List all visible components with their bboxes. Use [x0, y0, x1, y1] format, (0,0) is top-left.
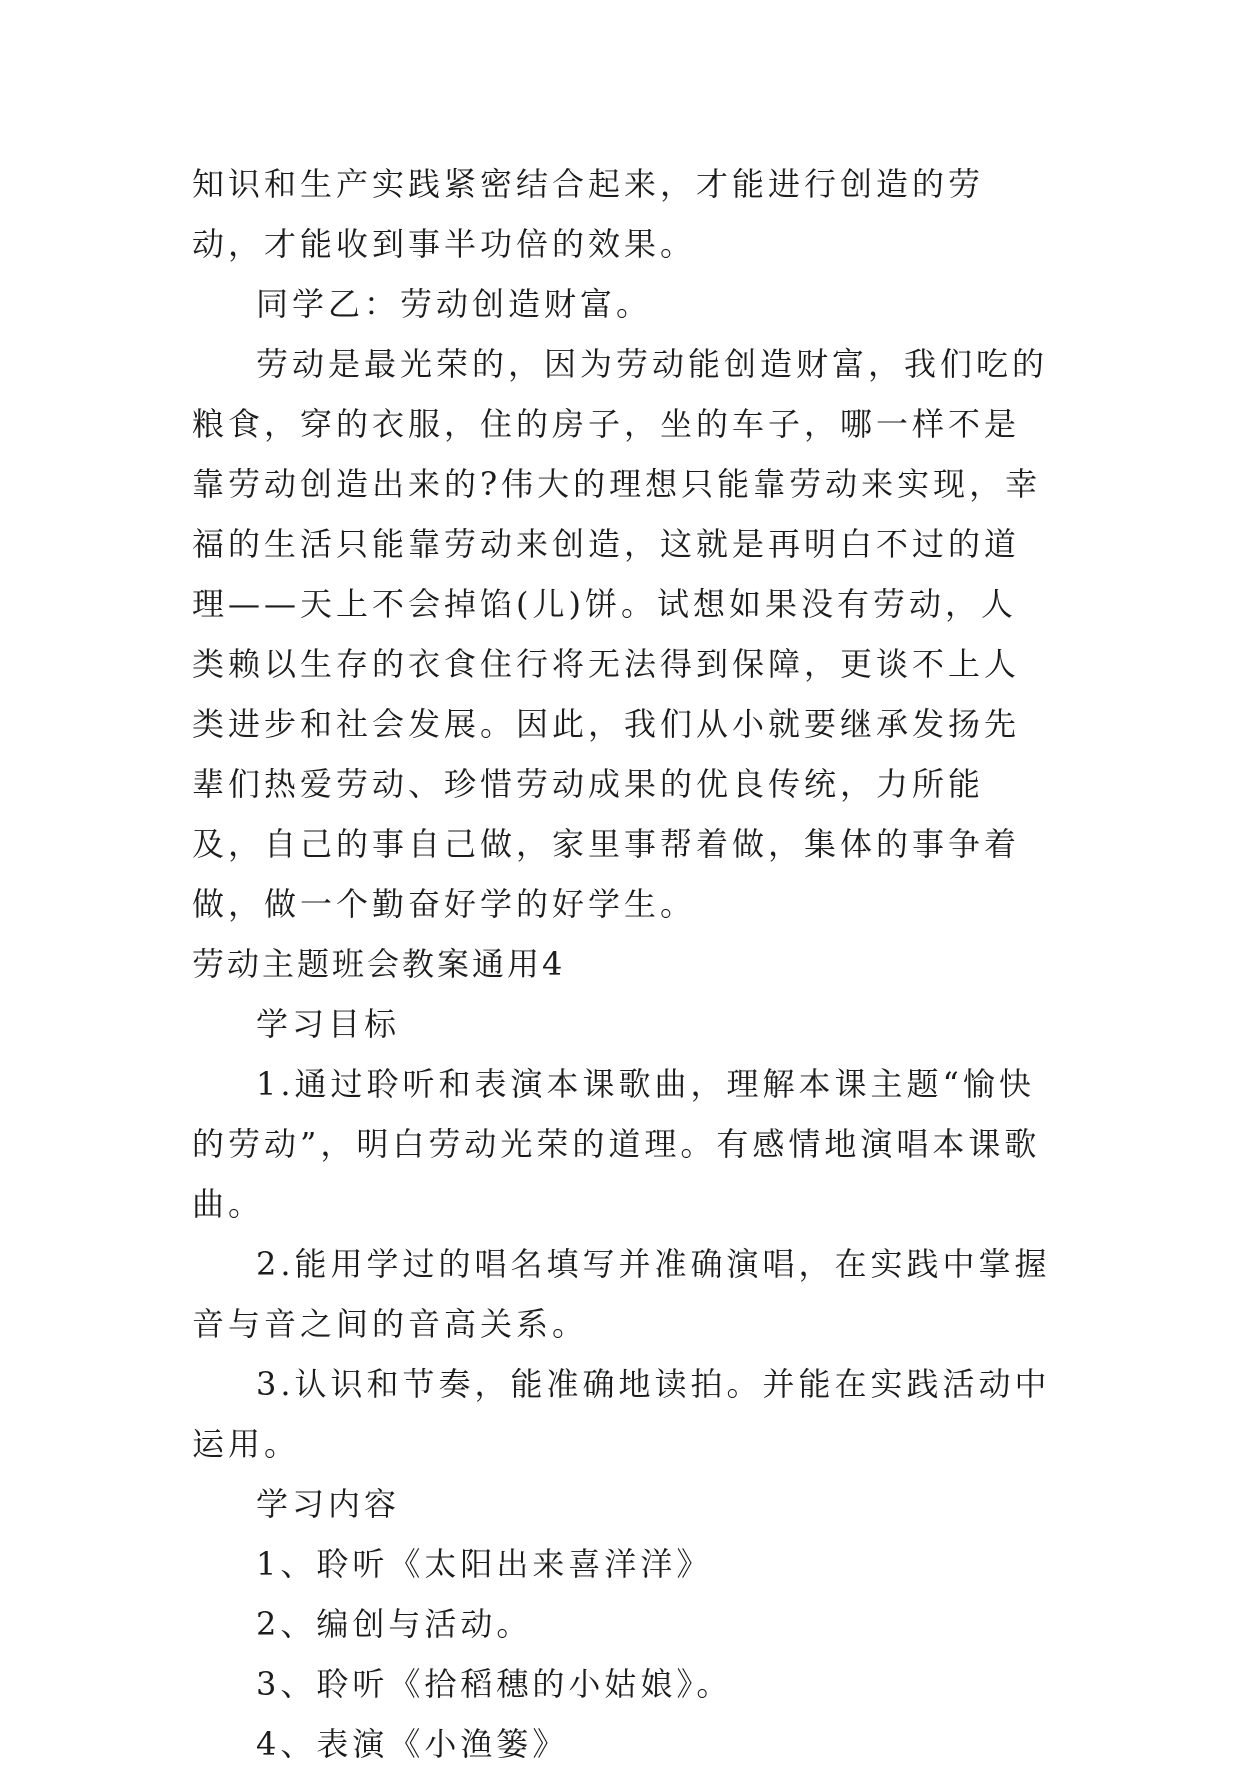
section-heading: 劳动主题班会教案通用4 — [192, 945, 566, 983]
subheading-learning-goals: 学习目标 — [256, 1005, 401, 1043]
paragraph-speaker-b: 同学乙：劳动创造财富。 — [256, 285, 653, 323]
subheading-learning-content: 学习内容 — [256, 1485, 401, 1523]
goal-item-2: 2.能用学过的唱名填写并准确演唱，在实践中掌握音与音之间的音高关系。 — [192, 1245, 1051, 1343]
paragraph-labor-wealth: 劳动是最光荣的，因为劳动能创造财富，我们吃的粮食，穿的衣服，住的房子，坐的车子，哪一样不是靠劳动创造出来的?伟大的理想只能靠劳动来实现，幸福的生活只能靠劳动来创造，这就是再明白不过的道理——天上不会掉馅(儿)饼。试想如果没有劳动，人类赖以生存的衣食住行将无法得到保障，更谈不上人类进步和社会发展。因此，我们从小就要继承发扬先辈们热爱劳动、珍惜劳动成果的优良传统，力所能及，自己的事自己做，家里事帮着做，集体的事争着做，做一个勤奋好学的好学生。 — [192, 345, 1049, 923]
content-item-4: 4、表演《小渔篓》 — [256, 1725, 569, 1763]
goal-item-1: 1.通过聆听和表演本课歌曲，理解本课主题“愉快的劳动”，明白劳动光荣的道理。有感情地演唱本课歌曲。 — [192, 1065, 1041, 1223]
content-item-1: 1、聆听《太阳出来喜洋洋》 — [256, 1545, 713, 1583]
goal-item-3: 3.认识和节奏，能准确地读拍。并能在实践活动中运用。 — [192, 1365, 1051, 1463]
document-body — [192, 154, 1052, 1774]
content-item-3: 3、聆听《拾稻穗的小姑娘》。 — [256, 1665, 733, 1703]
content-item-2: 2、编创与活动。 — [256, 1605, 533, 1643]
paragraph-continuation: 知识和生产实践紧密结合起来，才能进行创造的劳动，才能收到事半功倍的效果。 — [192, 165, 985, 263]
